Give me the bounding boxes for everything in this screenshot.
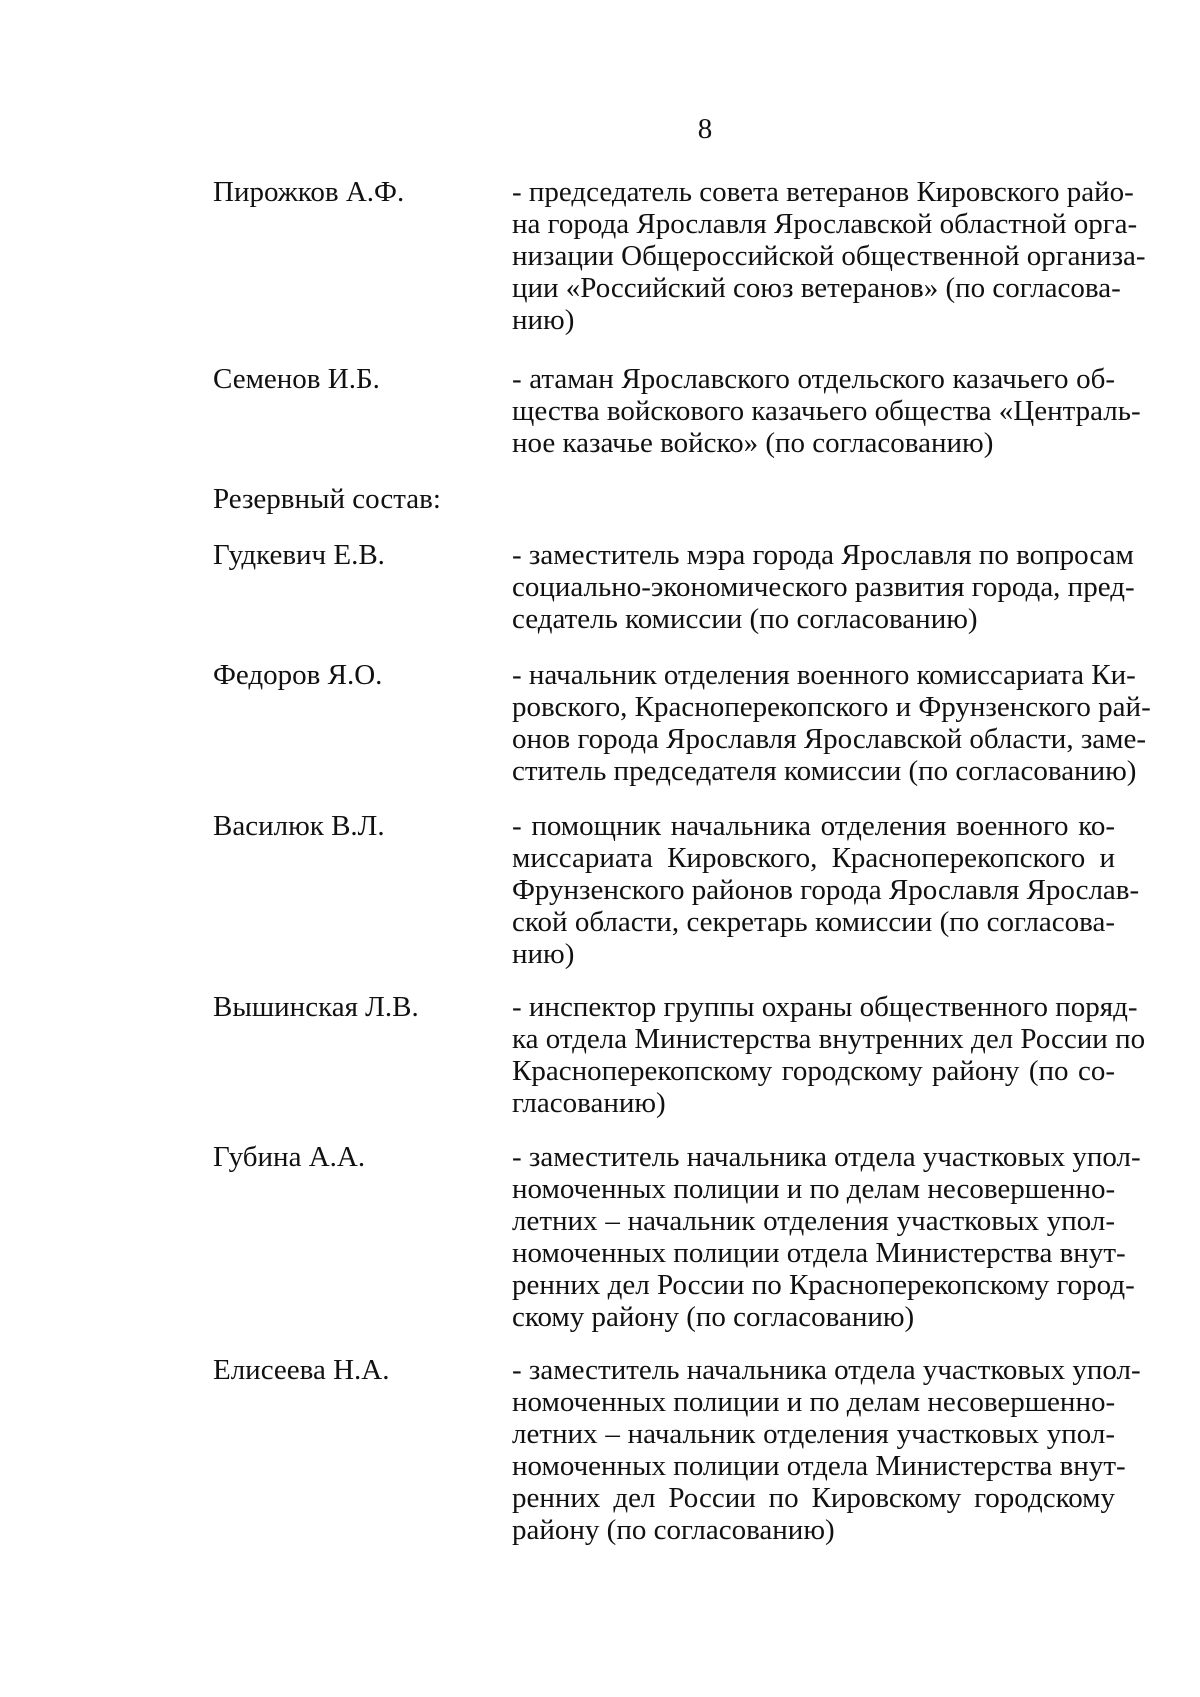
position-line: - помощник начальника отделения военного ко- [512,810,1115,842]
member-position [512,1141,1141,1333]
member-name: Василюк В.Л. [213,810,385,842]
position-line: району (по согласованию) [512,1514,835,1546]
position-line: ской области, секретарь комиссии (по согласова- [512,906,1115,938]
position-line: скому району (по согласованию) [512,1301,915,1333]
member-position [512,1354,1141,1546]
position-line: номоченных полиции отдела Министерства внут- [512,1237,1126,1269]
position-line: - председатель совета ветеранов Кировского райо- [512,176,1134,208]
position-line: ренних дел России по Кировскому городскому [512,1482,1115,1514]
position-line: ное казачье войско» (по согласованию) [512,427,994,459]
position-line: летних – начальник отделения участковых упол- [512,1205,1115,1237]
member-position [512,991,1146,1119]
position-line: номоченных полиции отдела Министерства внут- [512,1450,1126,1482]
position-line: - заместитель начальника отдела участковых упол- [512,1354,1141,1386]
position-line: ренних дел России по Красноперекопскому город- [512,1269,1135,1301]
position-line: - заместитель начальника отдела участковых упол- [512,1141,1141,1173]
position-line: на города Ярославля Ярославской областной орга- [512,208,1138,240]
reserve-heading: Резервный состав: [213,483,441,515]
member-position [512,176,1146,336]
position-line: - инспектор группы охраны общественного поряд- [512,991,1138,1023]
member-position [512,659,1151,787]
member-name: Пирожков А.Ф. [213,176,405,208]
position-line: социально-экономического развития города, пред- [512,571,1135,603]
position-line: - заместитель мэра города Ярославля по вопросам [512,539,1134,571]
position-line: седатель комиссии (по согласованию) [512,603,978,635]
position-line: - начальник отделения военного комиссариата Ки- [512,659,1136,691]
member-position [512,363,1141,459]
page-number: 8 [697,113,713,145]
position-line: номоченных полиции и по делам несовершенно- [512,1386,1116,1418]
member-position [512,539,1135,635]
position-line: ции «Российский союз ветеранов» (по согласова- [512,272,1121,304]
member-name: Елисеева Н.А. [213,1354,390,1386]
member-name: Вышинская Л.В. [213,991,419,1023]
position-line: ститель председателя комиссии (по согласованию) [512,755,1137,787]
position-line: гласованию) [512,1087,666,1119]
position-line: номоченных полиции и по делам несовершенно- [512,1173,1116,1205]
member-name: Федоров Я.О. [213,659,383,691]
position-line: Фрунзенского районов города Ярославля Ярослав- [512,874,1140,906]
position-line: Красноперекопскому городскому району (по со- [512,1055,1115,1087]
position-line: летних – начальник отделения участковых упол- [512,1418,1115,1450]
position-line: онов города Ярославля Ярославской области, заме- [512,723,1147,755]
position-line: - атаман Ярославского отдельского казачьего об- [512,363,1115,395]
position-line: щества войскового казачьего общества «Централь- [512,395,1141,427]
position-line: ка отдела Министерства внутренних дел России по [512,1023,1146,1055]
position-line: ровского, Красноперекопского и Фрунзенского рай- [512,691,1151,723]
member-name: Губина А.А. [213,1141,366,1173]
member-name: Гудкевич Е.В. [213,539,385,571]
position-line: нию) [512,938,575,970]
position-line: миссариата Кировского, Красноперекопского и [512,842,1115,874]
member-position [512,810,1140,970]
member-name: Семенов И.Б. [213,363,380,395]
position-line: низации Общероссийской общественной организа- [512,240,1146,272]
position-line: нию) [512,304,575,336]
